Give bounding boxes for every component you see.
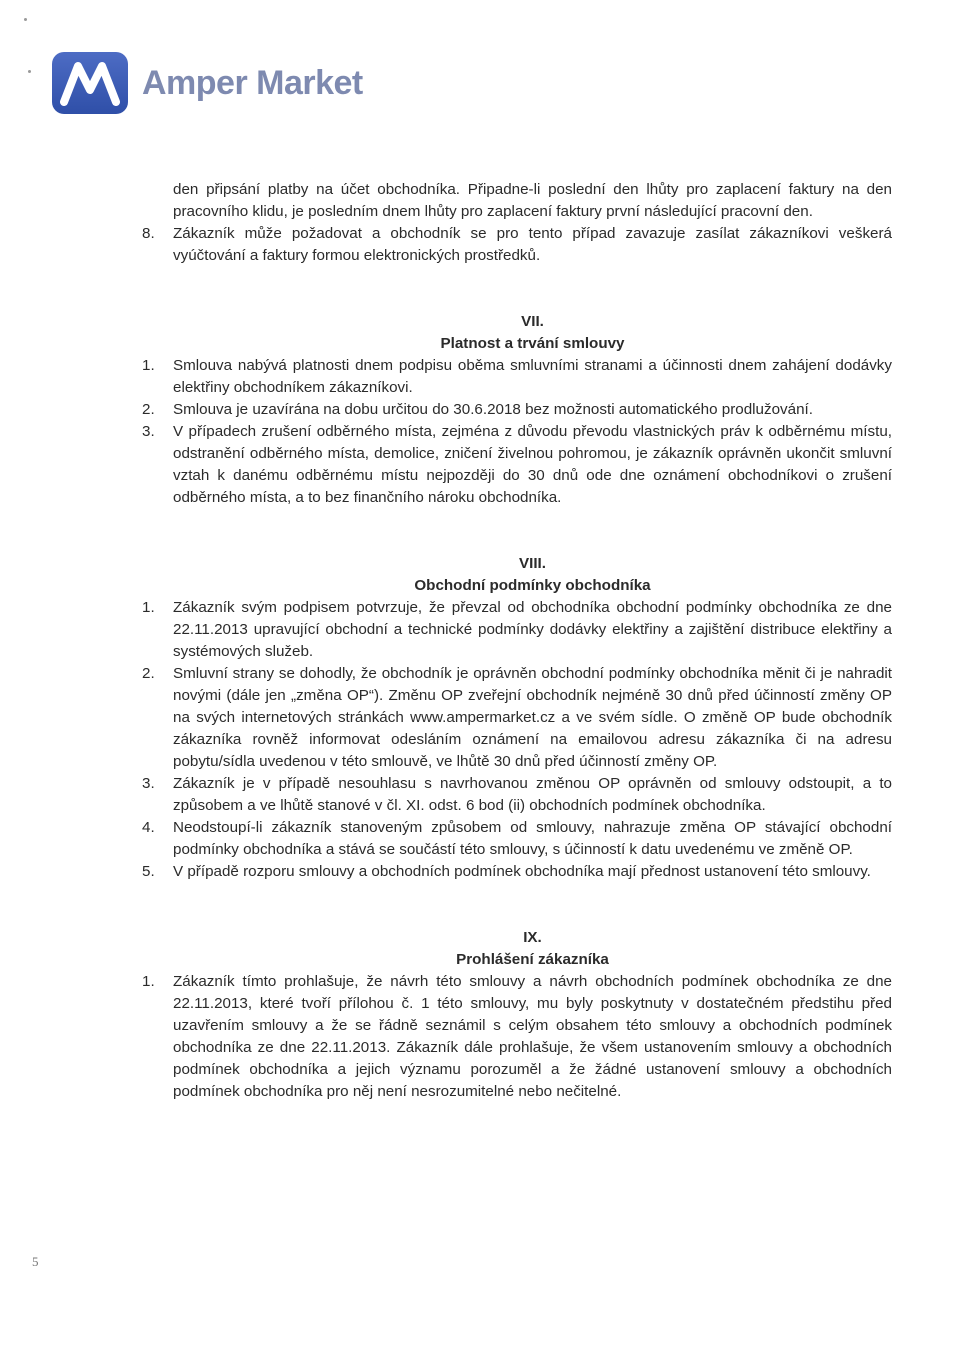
section-number: IX. — [523, 929, 542, 946]
item-text: V případě rozporu smlouvy a obchodních podmínek obchodníka mají přednost ustanovení této smlouvy. — [173, 863, 871, 880]
list-item — [142, 971, 892, 1103]
item-number: 2. — [142, 401, 155, 418]
section-list — [142, 597, 892, 883]
list-item — [142, 223, 892, 267]
item-number: 3. — [142, 423, 155, 440]
item-text: Smlouva je uzavírána na dobu určitou do 30.6.2018 bez možnosti automatického prodlužování. — [173, 401, 813, 418]
section-viii — [142, 553, 892, 883]
item-text: Zákazník je v případě nesouhlasu s navrhovanou změnou OP oprávněn od smlouvy odstoupit, a to způsobem a ve lhůtě stanové v čl. XI. odst. 6 bod (ii) obchodních podmínek obchodníka. — [173, 775, 892, 814]
list-item — [142, 421, 892, 509]
amper-market-logo-icon — [52, 52, 128, 114]
section-ix — [142, 927, 892, 1103]
item-text: Zákazník může požadovat a obchodník se pro tento případ zavazuje zasílat zákazníkovi veškerá vyúčtování a faktury formou elektronických prostředků. — [173, 225, 892, 264]
section-number: VIII. — [518, 555, 546, 572]
item-text: V případech zrušení odběrného místa, zejména z důvodu převodu vlastnických práv k odběrnému místu, odstranění odběrného místa, demolice, zničení živelnou pohromou, je zákazník oprávněn ukončit smluvní vztah k danému odběrnému místu nejpozději do 30 dnů ode dne oznámení obchodníkovi o zrušení odběrného místa, a to bez finančního nároku obchodníka. — [173, 423, 892, 506]
section-number: VII. — [521, 313, 544, 330]
section-vii — [142, 311, 892, 509]
list-item — [142, 355, 892, 399]
list-item — [142, 773, 892, 817]
scan-speck — [28, 70, 31, 73]
item-number: 4. — [142, 819, 155, 836]
section-title: Prohlášení zákazníka — [456, 951, 609, 968]
section-list — [142, 355, 892, 509]
item-number: 1. — [142, 973, 155, 990]
section-list — [142, 971, 892, 1103]
list-item — [142, 817, 892, 861]
continuation-paragraph: den připsání platby na účet obchodníka. Připadne-li poslední den lhůty pro zaplacení faktury na den pracovního klidu, je posledním dnem lhůty pro zaplacení faktury první následující pracovní den. — [173, 181, 892, 220]
continuation-list — [142, 223, 892, 267]
item-text: Zákazník tímto prohlašuje, že návrh této smlouvy a návrh obchodních podmínek obchodníka ze dne 22.11.2013, které tvoří přílohou č. 1 této smlouvy, mu byly poskytnuty v dostatečném předstihu před uzavřením smlouvy a že se řádně seznámil s celým obsahem této smlouvy a obchodních podmínek obchodníka ze dne 22.11.2013. Zákazník dále prohlašuje, že všem ustanovením smlouvy a obchodních podmínek obchodníka a jejich významu porozuměl a že žádné ustanovení smlouvy a obchodních podmínek obchodníka pro něj není nesrozumitelné nebo nečitelné. — [173, 973, 892, 1100]
list-item — [142, 861, 892, 883]
scan-speck — [24, 18, 27, 21]
item-text: Zákazník svým podpisem potvrzuje, že převzal od obchodníka obchodní podmínky obchodníka ze dne 22.11.2013 upravující obchodní a technické podmínky dodávky elektřiny a zajištění distribuce elektřiny a systémových služeb. — [173, 599, 892, 660]
item-number: 2. — [142, 665, 155, 682]
item-number: 8. — [142, 225, 155, 242]
brand-logo — [52, 52, 363, 114]
item-text: Smlouva nabývá platnosti dnem podpisu oběma smluvními stranami a účinnosti dnem zahájení dodávky elektřiny obchodníkem zákazníkovi. — [173, 357, 892, 396]
page-number: 5 — [32, 1254, 39, 1269]
list-item — [142, 399, 892, 421]
brand-name: Amper Market — [142, 63, 363, 102]
section-title: Obchodní podmínky obchodníka — [414, 577, 651, 594]
item-text: Neodstoupí-li zákazník stanoveným způsobem od smlouvy, nahrazuje změna OP stávající obchodní podmínky obchodníka a stává se součástí této smlouvy, s účinností k datu uvedenému ve změně OP. — [173, 819, 892, 858]
item-number: 1. — [142, 357, 155, 374]
item-text: Smluvní strany se dohodly, že obchodník je oprávněn obchodní podmínky obchodníka měnit či je nahradit novými (dále jen „změna OP“). Změnu OP zveřejní obchodník nejméně 30 dnů před účinností změny OP na svých internetových stránkách www.ampermarket.cz a ve svém sídle. O změně OP bude obchodník zákazníka rovněž informovat odesláním oznámení na emailovou adresu zákazníka či na adresu pobytu/sídla uvedenou v této smlouvě, ve lhůtě 30 dnů před účinností změny OP. — [173, 665, 892, 770]
item-number: 3. — [142, 775, 155, 792]
list-item — [142, 597, 892, 663]
item-number: 1. — [142, 599, 155, 616]
item-number: 5. — [142, 863, 155, 880]
section-title: Platnost a trvání smlouvy — [440, 335, 625, 352]
list-item — [142, 663, 892, 773]
document-body — [142, 179, 892, 1103]
